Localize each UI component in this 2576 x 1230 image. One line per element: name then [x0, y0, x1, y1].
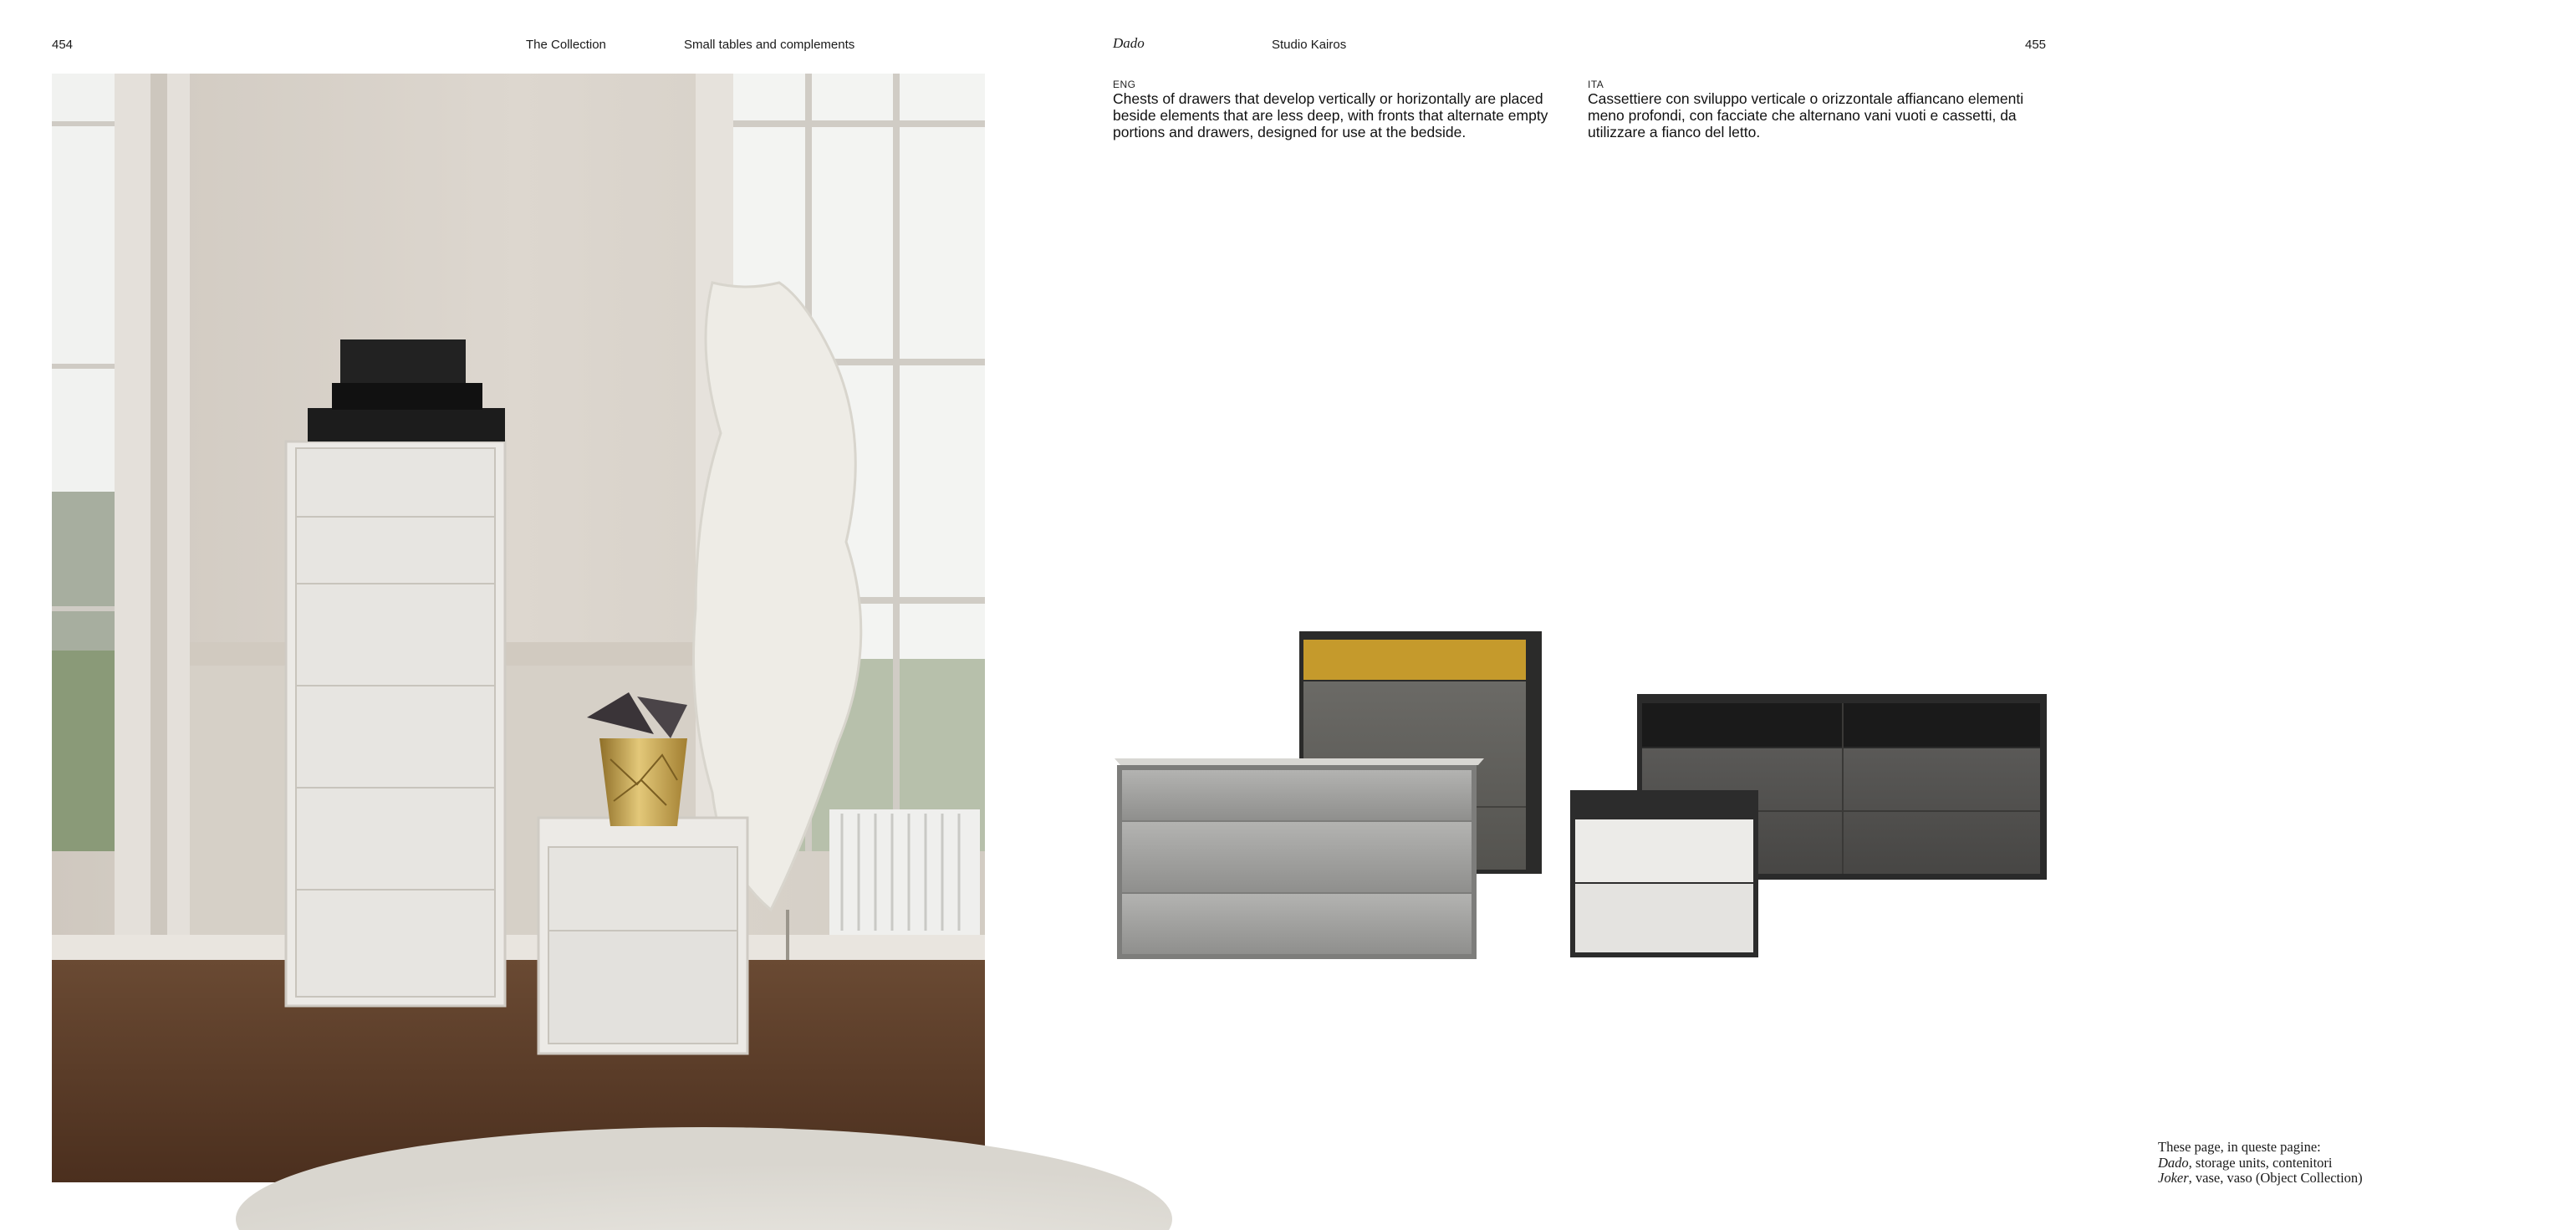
caption-line-1: These page, in queste pagine:: [2158, 1139, 2321, 1155]
caption-line-2: [2158, 1156, 2576, 1171]
product-name: Dado: [1113, 35, 1145, 51]
left-page-number: 454: [52, 38, 74, 52]
subsection-title: Small tables and complements: [684, 38, 855, 52]
designer-name: Studio Kairos: [1272, 38, 1347, 52]
ita-description: Cassettiere con sviluppo verticale o orizzontale affiancano elementi meno profondi, con facciate che alternano vani vuoti e cassetti, da utilizzare a fianco del letto.: [1588, 90, 2024, 140]
eng-label: ENG: [1113, 79, 1136, 90]
section-title: The Collection: [526, 38, 606, 52]
caption-line-3: [2158, 1171, 2576, 1187]
room-photo: [52, 74, 985, 1182]
caption-joker-desc: , vase, vaso (Object Collection): [2188, 1170, 2363, 1186]
eng-description: Chests of drawers that develop vertically or horizontally are placed beside elements that are less deep, with fronts that alternate empty portions and drawers, designed for use at the bedside.: [1113, 90, 1548, 140]
product-photo: [1110, 615, 2055, 966]
caption-joker-name: Joker: [2158, 1170, 2189, 1186]
caption-dado-name: Dado: [2158, 1154, 2189, 1171]
ita-label: ITA: [1588, 79, 1604, 90]
caption-dado-desc: , storage units, contenitori: [2188, 1154, 2333, 1171]
left-page: [0, 0, 1045, 1230]
photo-caption: [2158, 1140, 2576, 1187]
right-page-number: 455: [2025, 38, 2047, 52]
